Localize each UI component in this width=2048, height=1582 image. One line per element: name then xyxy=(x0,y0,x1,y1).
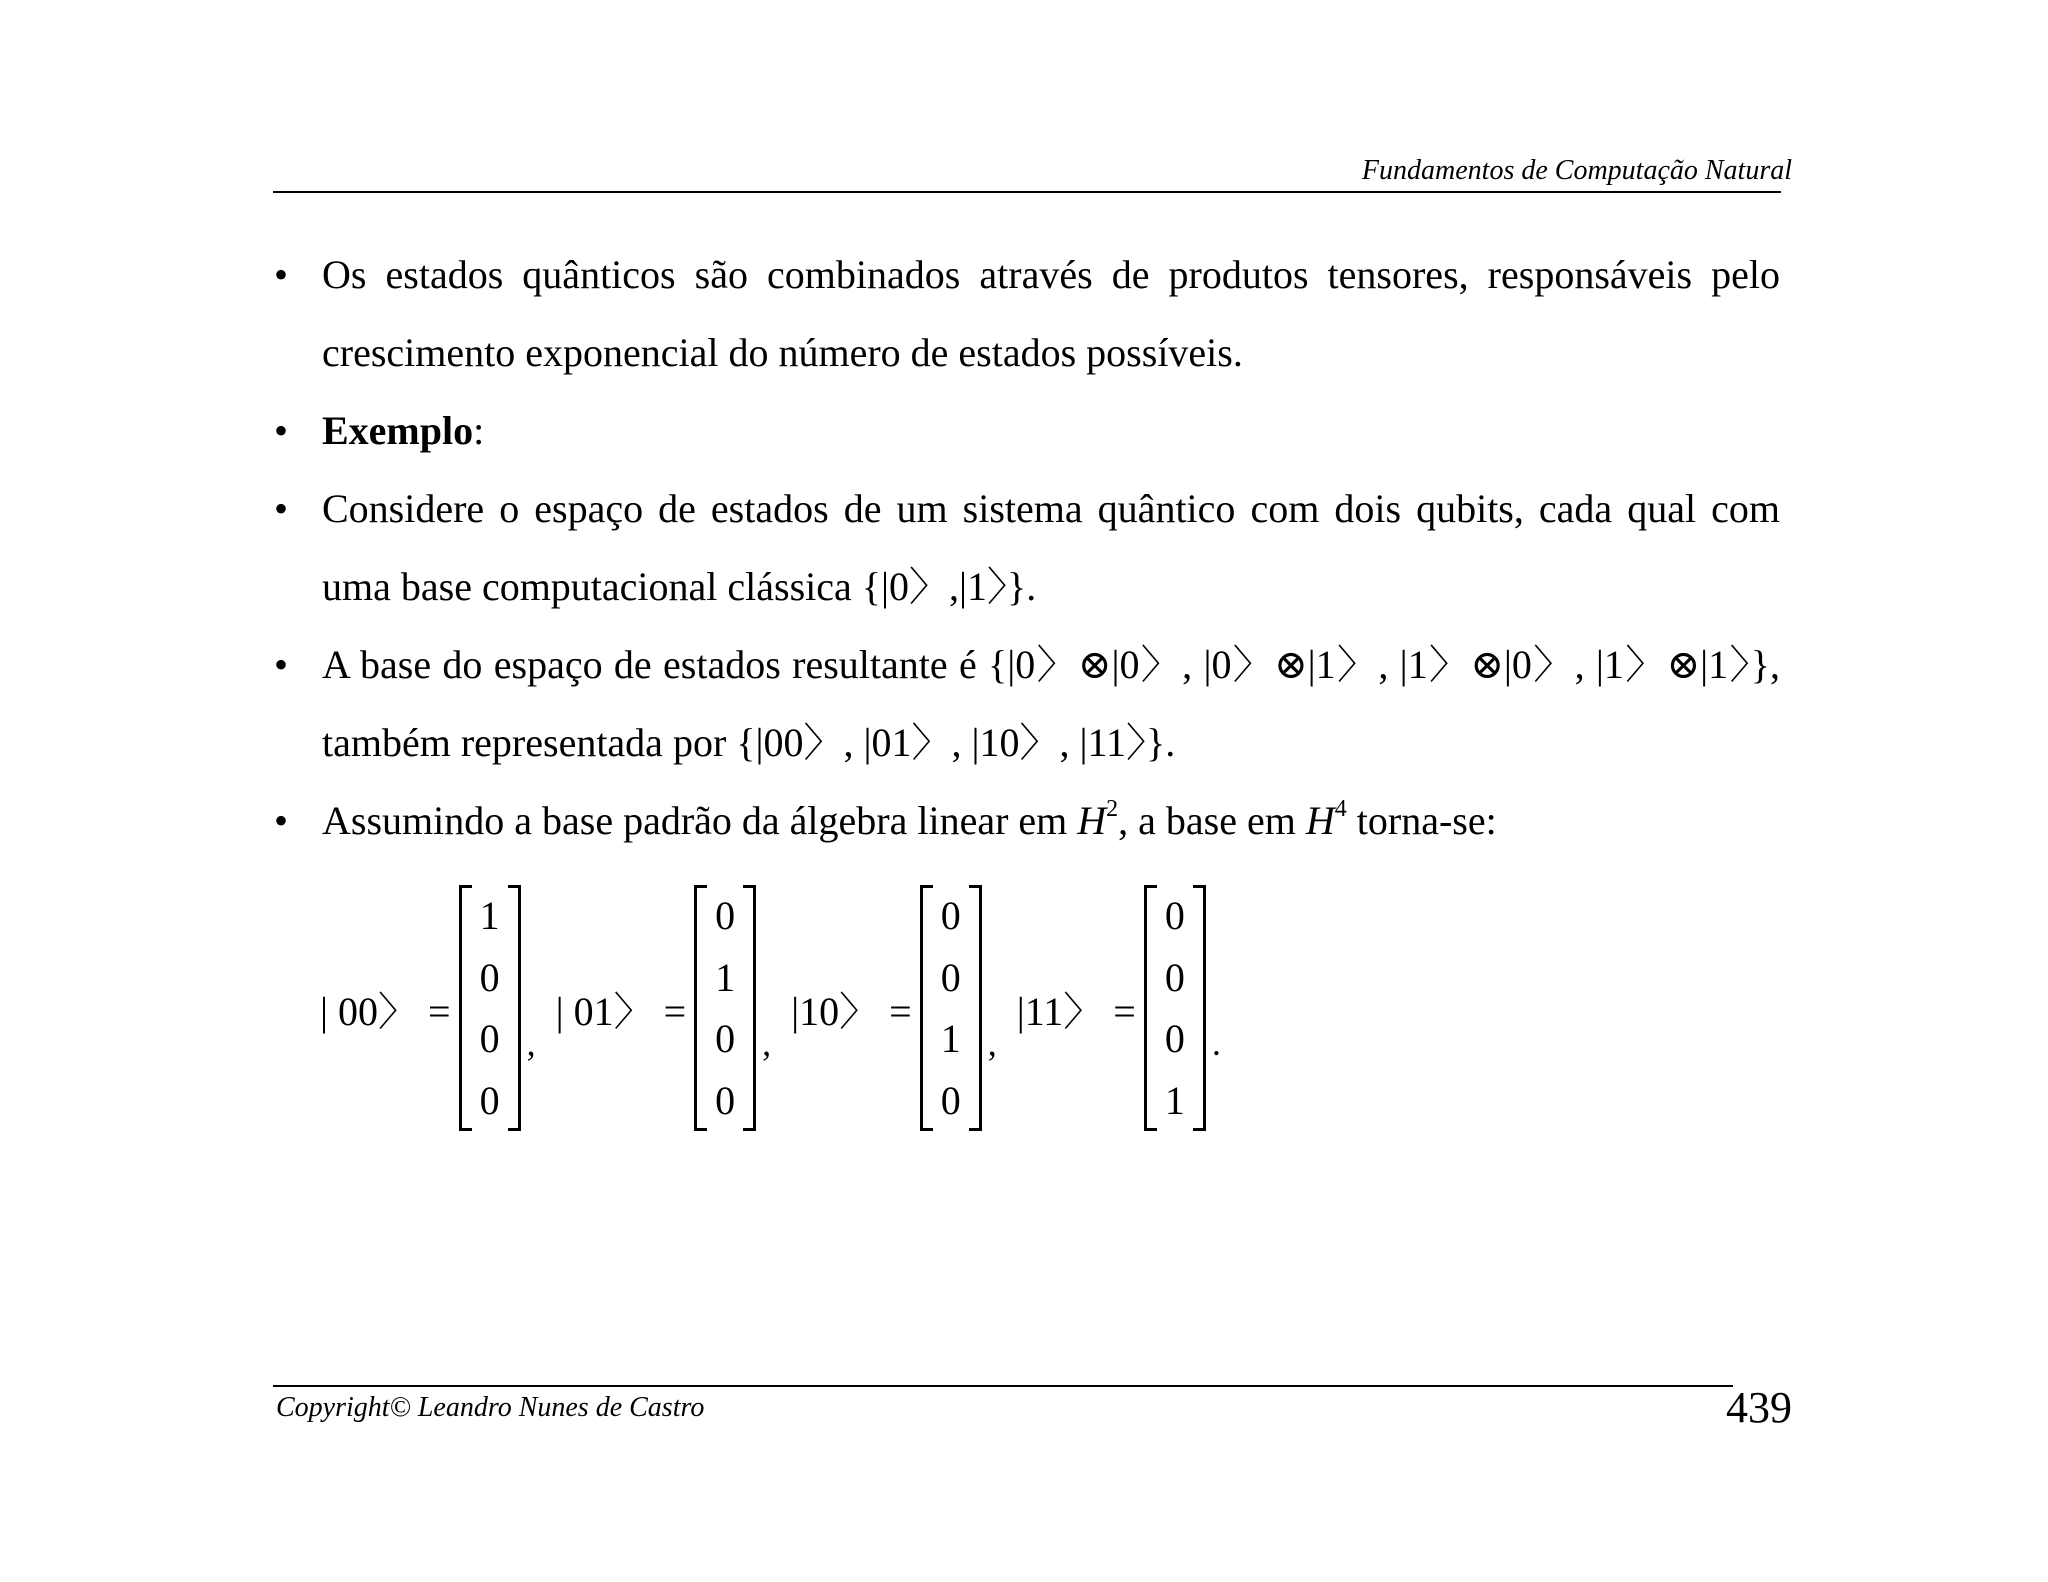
ket-11-label: |11〉 = xyxy=(1016,988,1136,1034)
ket-00-label: | 00〉 = xyxy=(320,988,451,1034)
exponent-2: 2 xyxy=(1106,796,1119,822)
column-vector-00 xyxy=(459,881,521,1135)
separator-comma: , xyxy=(526,1023,536,1063)
bullet-text-post: torna-se: xyxy=(1346,798,1497,843)
matrix-entry: 0 xyxy=(1164,893,1185,939)
running-header: Fundamentos de Computação Natural xyxy=(1361,155,1792,186)
separator-period: . xyxy=(1211,1023,1221,1063)
separator-comma: , xyxy=(762,1023,772,1063)
column-vector-01 xyxy=(694,881,756,1135)
example-colon: : xyxy=(473,408,485,453)
bullet-two-qubits xyxy=(274,470,1780,626)
matrix-entry: 0 xyxy=(479,1077,500,1123)
hilbert-space-h: H xyxy=(1077,798,1107,843)
footer-copyright: Copyright© Leandro Nunes de Castro xyxy=(276,1392,705,1423)
page-content xyxy=(274,236,1780,860)
column-vector-10 xyxy=(920,881,982,1135)
header-rule xyxy=(273,191,1781,193)
matrix-entry: 0 xyxy=(1164,954,1185,1000)
matrix-entry: 0 xyxy=(940,954,961,1000)
bullet-example xyxy=(274,392,1780,470)
hilbert-space-h: H xyxy=(1305,798,1335,843)
separator-comma: , xyxy=(987,1023,997,1063)
bullet-text: A base do espaço de estados resultante é {|0〉⊗|0〉, |0〉⊗|1〉, |1〉⊗|0〉, |1〉⊗|1〉}, também representada por {|00〉, |01〉, |10〉, |11〉}. xyxy=(322,642,1780,765)
bullet-marker: • xyxy=(274,252,289,297)
matrix-entry: 0 xyxy=(940,1077,961,1123)
column-vector-11 xyxy=(1144,881,1206,1135)
bullet-text: Considere o espaço de estados de um sistema quântico com dois qubits, cada qual com uma base computacional clássica {|0〉,|1〉}. xyxy=(322,486,1780,609)
basis-vectors-equation xyxy=(320,878,1241,1138)
bullet-text: Os estados quânticos são combinados através de produtos tensores, responsáveis pelo crescimento exponencial do número de estados possíveis. xyxy=(322,252,1780,375)
bullet-standard-basis xyxy=(274,782,1780,860)
bullet-resulting-basis xyxy=(274,626,1780,782)
matrix-entry: 0 xyxy=(940,893,961,939)
matrix-entry: 1 xyxy=(715,954,736,1000)
matrix-entry: 0 xyxy=(479,954,500,1000)
bullet-marker: • xyxy=(274,798,289,843)
exponent-4: 4 xyxy=(1334,796,1347,822)
matrix-entry: 0 xyxy=(715,893,736,939)
bullet-text-pre: Assumindo a base padrão da álgebra linear em xyxy=(322,798,1078,843)
example-heading: Exemplo xyxy=(322,408,474,453)
bullet-tensor-products xyxy=(274,236,1780,392)
bullet-text-mid: , a base em xyxy=(1118,798,1306,843)
footer-rule xyxy=(273,1385,1733,1387)
ket-10-label: |10〉 = xyxy=(791,988,912,1034)
matrix-entry: 1 xyxy=(940,1016,961,1062)
matrix-entry: 0 xyxy=(1164,1016,1185,1062)
matrix-entry: 0 xyxy=(479,1016,500,1062)
matrix-entry: 0 xyxy=(715,1016,736,1062)
bullet-marker: • xyxy=(274,486,289,531)
bullet-marker: • xyxy=(274,642,289,687)
matrix-entry: 1 xyxy=(479,893,500,939)
matrix-entry: 1 xyxy=(1164,1077,1185,1123)
page-number: 439 xyxy=(1726,1383,1792,1432)
matrix-entry: 0 xyxy=(715,1077,736,1123)
ket-01-label: | 01〉 = xyxy=(555,988,687,1034)
bullet-marker: • xyxy=(274,408,289,453)
